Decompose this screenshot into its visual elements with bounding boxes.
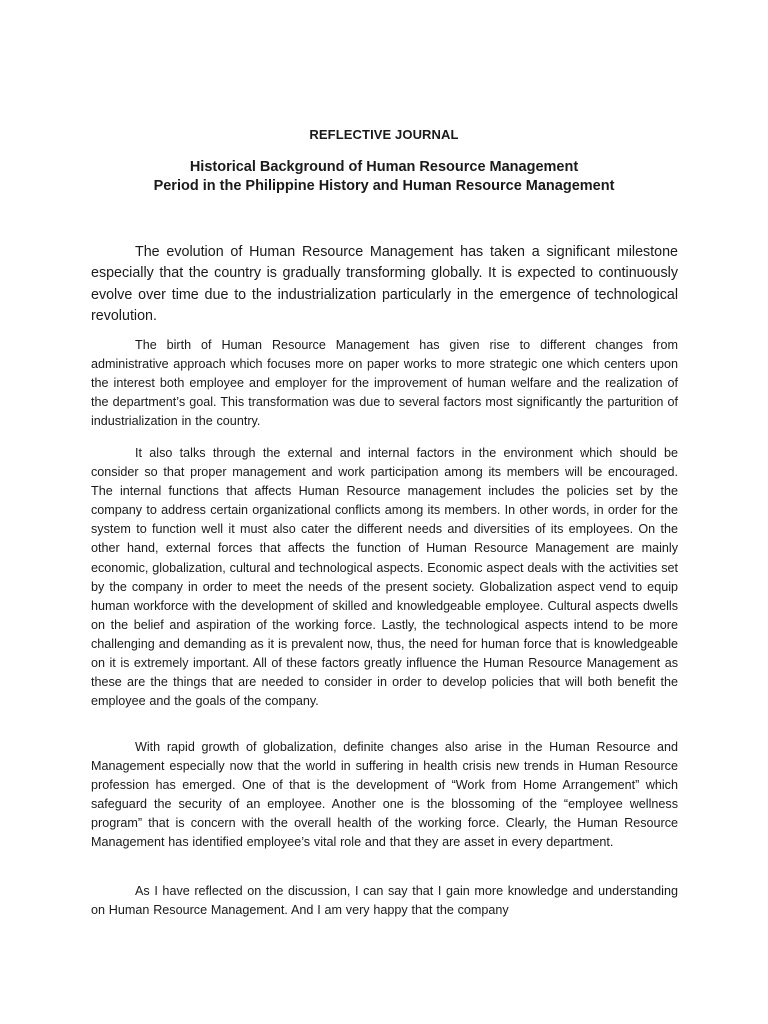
body-paragraph-external-internal-factors: It also talks through the external and internal factors in the environment which should be consider so that proper management and work participation among its members will be encouraged. The internal functions that affects Human Resource management includes the policies set by the company to address certain organizational conflicts among its members. In other words, in order for the system to function well it must also cater the different needs and diversities of its employees. On the other hand, external forces that affects the function of Human Resource Management are mainly economic, globalization, cultural and technological aspects. Economic aspect deals with the activities set by the company in order to meet the needs of the present society. Globalization aspect vend to equip human workforce with the development of skilled and knowledgeable employee. Cultural aspects dwells on the belief and aspiration of the working force. Lastly, the technological aspects intend to be more challenging and demanding as it is prevalent now, thus, the need for human force that is knowledgeable on it is extremely important. All of these factors greatly influence the Human Resource Management as these are the things that are needed to consider in order to develop policies that will both benefit the employee and the goals of the company. (91, 446, 678, 709)
body-paragraph-globalization-trends: With rapid growth of globalization, definite changes also arise in the Human Resource and Management especially now that the world in suffering in health crisis new trends in Human Resource profession has emerged. One of that is the development of “Work from Home Arrangement” which safeguard the security of an employee. Another one is the blossoming of the “employee wellness program” that is concern with the overall health of the working force. Clearly, the Human Resource Management has identified employee’s vital role and that they are asset in every department. (91, 740, 678, 850)
document-subtitle-line-1: Historical Background of Human Resource Management (189, 159, 579, 175)
body-paragraph-birth-of-hrm: The birth of Human Resource Management has given rise to different changes from administrative approach which focuses more on paper works to more strategic one which centers upon the interest both employee and employer for the improvement of human welfare and the realization of the department’s goal. This transformation was due to several factors most significantly the parturition of industrialization in the country. (91, 338, 678, 429)
body-paragraph-reflection: As I have reflected on the discussion, I can say that I gain more knowledge and understanding on Human Resource Management. And I am very happy that the company (91, 884, 678, 918)
document-subtitle-line-2: Period in the Philippine History and Human Resource Management (153, 178, 615, 194)
intro-paragraph: The evolution of Human Resource Management has taken a significant milestone especially that the country is gradually transforming globally. It is expected to continuously evolve over time due to the industrialization particularly in the emergence of technological revolution. (91, 244, 678, 324)
document-title: REFLECTIVE JOURNAL (309, 127, 459, 142)
